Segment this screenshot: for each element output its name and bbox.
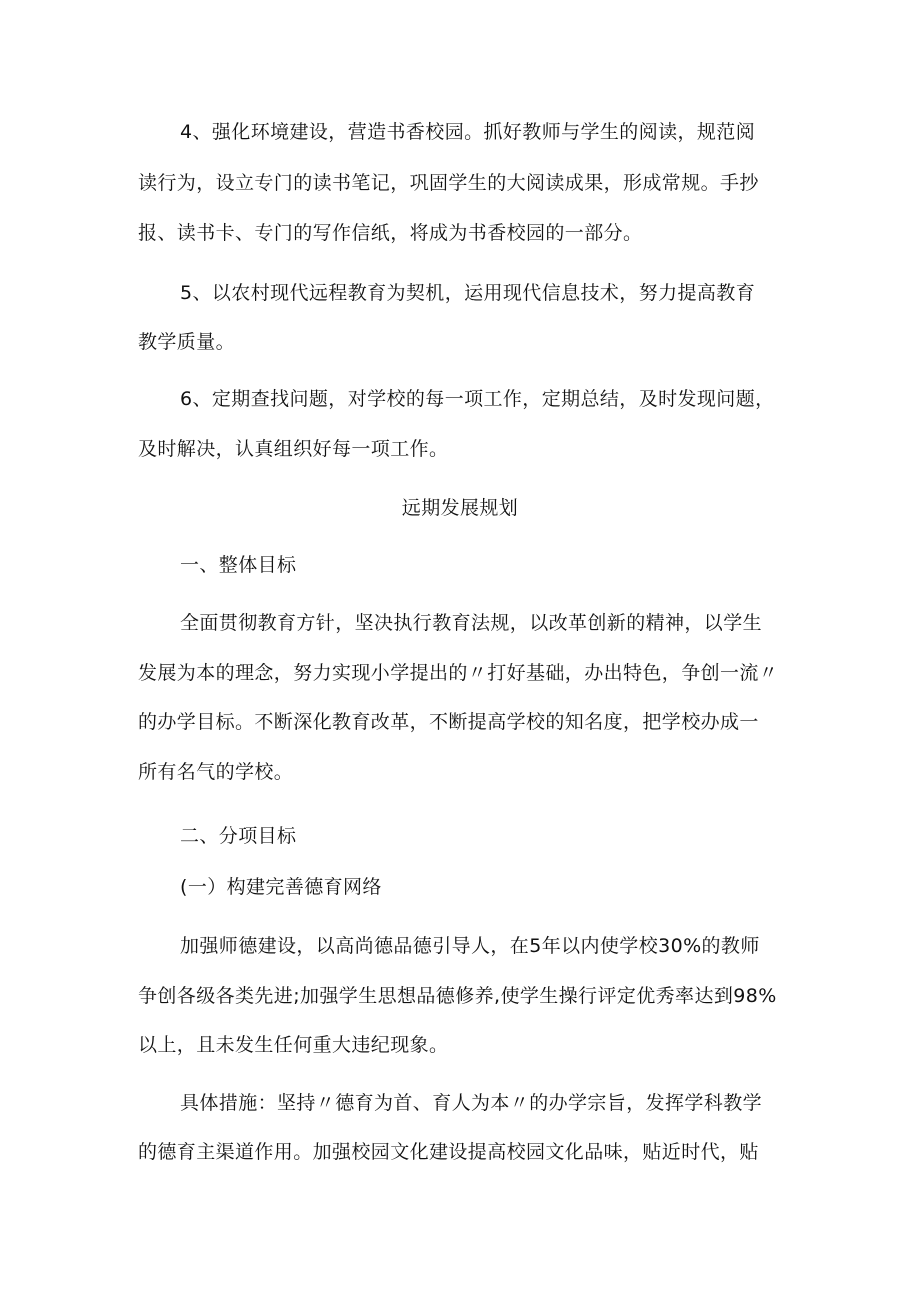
item4-line-1: 4、强化环境建设，营造书香校园。抓好教师与学生的阅读，规范阅: [180, 121, 756, 143]
moral-line-3: 以上，且未发生任何重大违纪现象。: [138, 1034, 449, 1056]
item5-line-1: 5、以农村现代远程教育为契机，运用现代信息技术，努力提高教育: [180, 282, 756, 304]
item4-line-3: 报、读书卡、专门的写作信纸，将成为书香校园的一部分。: [138, 222, 643, 244]
moral-line-1: 加强师德建设，以高尚德品德引导人，在5年以内使学校30%的教师: [180, 935, 760, 957]
item5-line-2: 教学质量。: [138, 331, 236, 353]
subheading-moral-network: (一）构建完善德育网络: [180, 876, 382, 898]
overall-line-4: 所有名气的学校。: [138, 761, 294, 783]
item6-line-1: 6、定期查找问题，对学校的每一项工作，定期总结，及时发现问题，: [180, 388, 775, 410]
section-title: 远期发展规划: [401, 497, 519, 519]
overall-line-3: 的办学目标。不断深化教育改革，不断提高学校的知名度，把学校办成一: [138, 711, 759, 733]
measures-line-1: 具体措施：坚持〃德育为首、育人为本〃的办学宗旨，发挥学科教学: [180, 1092, 763, 1114]
item4-line-2: 读行为，设立专门的读书笔记，巩固学生的大阅读成果，形成常规。手抄: [138, 172, 759, 194]
moral-line-2: 争创各级各类先进;加强学生思想品德修养,使学生操行评定优秀率达到98%: [138, 985, 777, 1007]
heading-overall-goal: 一、整体目标: [180, 554, 297, 576]
heading-sub-goals: 二、分项目标: [180, 825, 297, 847]
item6-line-2: 及时解决，认真组织好每一项工作。: [138, 438, 449, 460]
overall-line-2: 发展为本的理念，努力实现小学提出的〃打好基础，办出特色，争创一流〃: [138, 662, 779, 684]
measures-line-2: 的德育主渠道作用。加强校园文化建设提高校园文化品味，贴近时代，贴: [138, 1141, 759, 1163]
overall-line-1: 全面贯彻教育方针，坚决执行教育法规，以改革创新的精神，以学生: [180, 612, 763, 634]
